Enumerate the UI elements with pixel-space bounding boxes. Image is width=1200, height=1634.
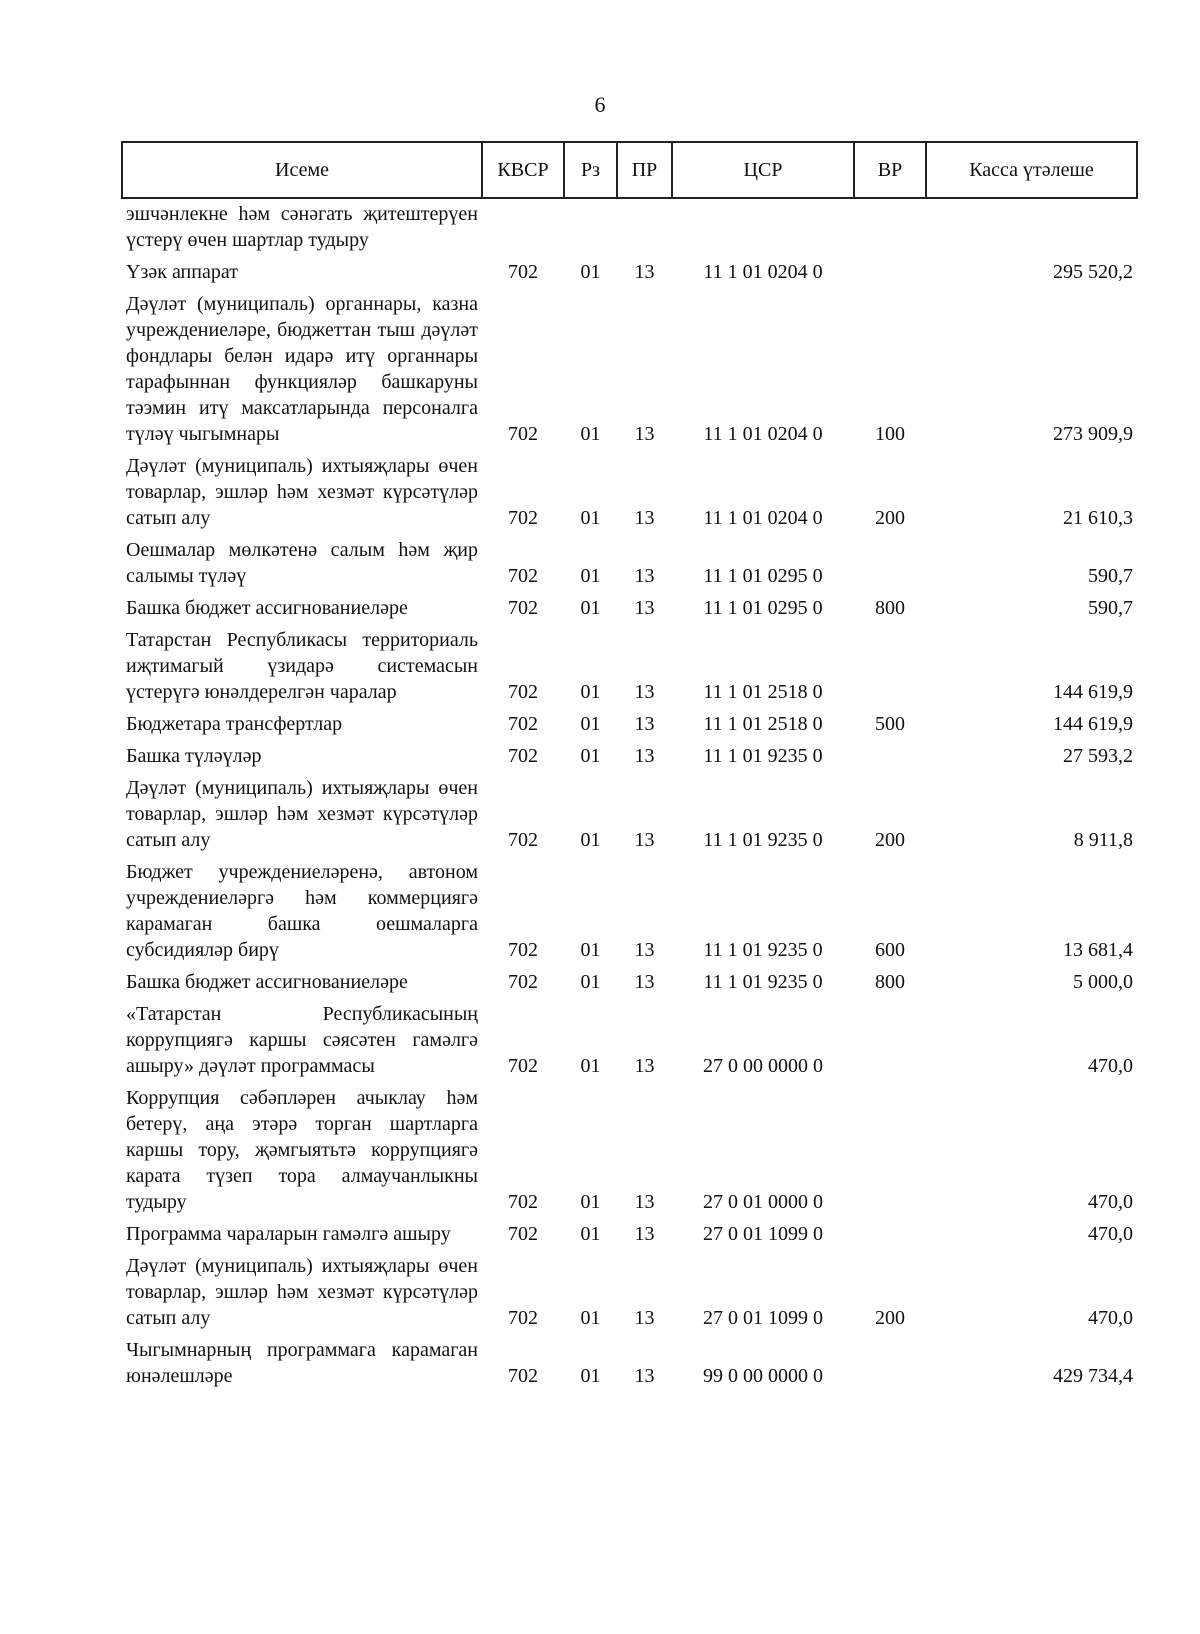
table-row <box>122 535 1137 593</box>
header-vr: ВР <box>854 142 926 198</box>
row-vr <box>854 741 926 773</box>
row-csr: 11 1 01 0295 0 <box>703 565 823 587</box>
row-amount: 27 593,2 <box>1063 745 1133 767</box>
row-vr: 200 <box>875 829 905 851</box>
row-pr: 13 <box>634 713 655 735</box>
row-kvsr: 702 <box>508 1223 538 1245</box>
row-rz: 01 <box>580 507 601 529</box>
row-csr: 11 1 01 9235 0 <box>703 829 823 851</box>
row-rz: 01 <box>580 939 601 961</box>
row-rz: 01 <box>580 829 601 851</box>
row-name: Татарстан Республикасы территориаль иҗтимагый үзидарә системасын үстерүгә юнәлдерелгән чаралар <box>126 629 478 703</box>
header-csr: ЦСР <box>672 142 854 198</box>
row-vr: 200 <box>875 507 905 529</box>
row-pr: 13 <box>634 1055 655 1077</box>
row-rz: 01 <box>580 423 601 445</box>
row-kvsr: 702 <box>508 681 538 703</box>
row-amount: 273 909,9 <box>1053 423 1133 445</box>
row-pr: 13 <box>634 1223 655 1245</box>
row-rz: 01 <box>580 1365 601 1387</box>
table-row <box>122 709 1137 741</box>
row-name: Чыгымнарның программага карамаган юнәлешләре <box>126 1339 478 1387</box>
header-rz: Рз <box>564 142 617 198</box>
row-name: Дәүләт (муниципаль) ихтыяҗлары өчен товарлар, эшләр һәм хезмәт күрсәтүләр сатып алу <box>126 777 478 851</box>
row-name: Дәүләт (муниципаль) органнары, казна учреждениеләре, бюджеттан тыш дәүләт фондлары белән идарә итү органнары тарафыннан функцияләр башкаруны тәэмин итү максатларында персоналга түләү чыгымнары <box>126 293 478 445</box>
header-kvsr: КВСР <box>482 142 564 198</box>
row-rz: 01 <box>580 971 601 993</box>
row-kvsr: 702 <box>508 713 538 735</box>
row-csr: 11 1 01 2518 0 <box>703 713 823 735</box>
table-header-row <box>122 142 1137 198</box>
table-row <box>122 741 1137 773</box>
table-row <box>122 1083 1137 1219</box>
row-pr: 13 <box>634 1307 655 1329</box>
row-rz: 01 <box>580 565 601 587</box>
row-kvsr: 702 <box>508 829 538 851</box>
row-pr: 13 <box>634 565 655 587</box>
row-name: Башка түләүләр <box>126 745 262 767</box>
page-number: 6 <box>594 92 606 117</box>
row-vr <box>854 257 926 289</box>
row-rz: 01 <box>580 681 601 703</box>
row-csr: 11 1 01 9235 0 <box>703 971 823 993</box>
row-amount: 590,7 <box>1088 565 1133 587</box>
row-kvsr: 702 <box>508 507 538 529</box>
row-name: «Татарстан Республикасының коррупциягә каршы сәясәтен гамәлгә ашыру» дәүләт программасы <box>126 1003 478 1077</box>
row-csr: 11 1 01 0295 0 <box>703 597 823 619</box>
row-amount: 144 619,9 <box>1053 681 1133 703</box>
table-row <box>122 999 1137 1083</box>
row-amount: 470,0 <box>1088 1055 1133 1077</box>
row-name: Бюджет учреждениеләренә, автоном учреждениеләргә һәм коммерциягә карамаган башка оешмаларга субсидияләр бирү <box>126 861 478 961</box>
row-kvsr: 702 <box>508 261 538 283</box>
table-row <box>122 857 1137 967</box>
row-amount: 470,0 <box>1088 1191 1133 1213</box>
row-csr: 11 1 01 2518 0 <box>703 681 823 703</box>
row-name: Дәүләт (муниципаль) ихтыяҗлары өчен товарлар, эшләр һәм хезмәт күрсәтүләр сатып алу <box>126 455 478 529</box>
row-kvsr: 702 <box>508 1307 538 1329</box>
row-csr: 11 1 01 0204 0 <box>703 507 823 529</box>
row-rz: 01 <box>580 1191 601 1213</box>
table-row <box>122 1251 1137 1335</box>
row-vr <box>854 625 926 709</box>
row-pr: 13 <box>634 507 655 529</box>
row-kvsr: 702 <box>508 597 538 619</box>
row-csr: 11 1 01 9235 0 <box>703 745 823 767</box>
row-amount: 144 619,9 <box>1053 713 1133 735</box>
row-pr: 13 <box>634 971 655 993</box>
row-pr: 13 <box>634 829 655 851</box>
row-kvsr: 702 <box>508 565 538 587</box>
row-pr: 13 <box>634 745 655 767</box>
row-kvsr: 702 <box>508 971 538 993</box>
row-vr: 800 <box>875 971 905 993</box>
row-name: Үзәк аппарат <box>126 261 238 283</box>
table-row <box>122 1335 1137 1393</box>
row-amount: 590,7 <box>1088 597 1133 619</box>
table-row-continuation <box>122 198 1137 257</box>
row-csr: 11 1 01 0204 0 <box>703 261 823 283</box>
table-row <box>122 967 1137 999</box>
row-pr: 13 <box>634 681 655 703</box>
row-amount: 470,0 <box>1088 1223 1133 1245</box>
row-pr: 13 <box>634 939 655 961</box>
row-csr: 11 1 01 9235 0 <box>703 939 823 961</box>
row-amount: 470,0 <box>1088 1307 1133 1329</box>
table-row <box>122 625 1137 709</box>
row-vr: 100 <box>875 423 905 445</box>
table-row <box>122 451 1137 535</box>
row-csr: 27 0 01 0000 0 <box>703 1191 823 1213</box>
header-name: Исеме <box>122 142 482 198</box>
row-name: эшчәнлекне һәм сәнәгать җитештерүен үстерү өчен шартлар тудыру <box>126 203 478 251</box>
row-rz: 01 <box>580 745 601 767</box>
row-pr: 13 <box>634 1365 655 1387</box>
row-rz: 01 <box>580 597 601 619</box>
row-name: Бюджетара трансфертлар <box>126 713 343 735</box>
row-name: Оешмалар мөлкәтенә салым һәм җир салымы түләү <box>126 539 478 587</box>
row-amount: 13 681,4 <box>1063 939 1133 961</box>
row-csr: 11 1 01 0204 0 <box>703 423 823 445</box>
row-amount: 5 000,0 <box>1073 971 1133 993</box>
row-name: Дәүләт (муниципаль) ихтыяҗлары өчен товарлар, эшләр һәм хезмәт күрсәтүләр сатып алу <box>126 1255 478 1329</box>
row-kvsr: 702 <box>508 939 538 961</box>
table-row <box>122 289 1137 451</box>
row-rz: 01 <box>580 1055 601 1077</box>
row-csr: 27 0 01 1099 0 <box>703 1223 823 1245</box>
row-vr <box>854 1335 926 1393</box>
row-rz: 01 <box>580 1307 601 1329</box>
table-row <box>122 1219 1137 1251</box>
row-name: Башка бюджет ассигнованиеләре <box>126 597 408 619</box>
budget-table <box>121 141 1138 1393</box>
row-vr <box>854 1219 926 1251</box>
row-vr <box>854 535 926 593</box>
row-pr: 13 <box>634 423 655 445</box>
row-rz: 01 <box>580 1223 601 1245</box>
table-row <box>122 593 1137 625</box>
row-vr: 500 <box>875 713 905 735</box>
row-rz: 01 <box>580 713 601 735</box>
row-name: Программа чараларын гамәлгә ашыру <box>126 1223 451 1245</box>
row-pr: 13 <box>634 1191 655 1213</box>
row-amount: 21 610,3 <box>1063 507 1133 529</box>
row-kvsr: 702 <box>508 1191 538 1213</box>
row-name: Башка бюджет ассигнованиеләре <box>126 971 408 993</box>
table-row <box>122 257 1137 289</box>
row-csr: 27 0 01 1099 0 <box>703 1307 823 1329</box>
header-pr: ПР <box>617 142 672 198</box>
row-pr: 13 <box>634 261 655 283</box>
row-amount: 295 520,2 <box>1053 261 1133 283</box>
row-vr: 600 <box>875 939 905 961</box>
header-amount: Касса үтәлеше <box>926 142 1137 198</box>
table-row <box>122 773 1137 857</box>
row-vr: 800 <box>875 597 905 619</box>
row-kvsr: 702 <box>508 423 538 445</box>
row-kvsr: 702 <box>508 745 538 767</box>
row-rz: 01 <box>580 261 601 283</box>
row-kvsr: 702 <box>508 1055 538 1077</box>
row-kvsr: 702 <box>508 1365 538 1387</box>
row-vr: 200 <box>875 1307 905 1329</box>
row-csr: 99 0 00 0000 0 <box>703 1365 823 1387</box>
row-vr <box>854 999 926 1083</box>
row-amount: 8 911,8 <box>1073 829 1133 851</box>
row-amount: 429 734,4 <box>1053 1365 1133 1387</box>
row-csr: 27 0 00 0000 0 <box>703 1055 823 1077</box>
row-vr <box>854 1083 926 1219</box>
row-name: Коррупция сәбәпләрен ачыклау һәм бетерү, аңа этәрә торган шартларга каршы тору, җәмгыятьтә коррупциягә карата түзеп тора алмаучанлыкны тудыру <box>126 1087 478 1213</box>
row-pr: 13 <box>634 597 655 619</box>
